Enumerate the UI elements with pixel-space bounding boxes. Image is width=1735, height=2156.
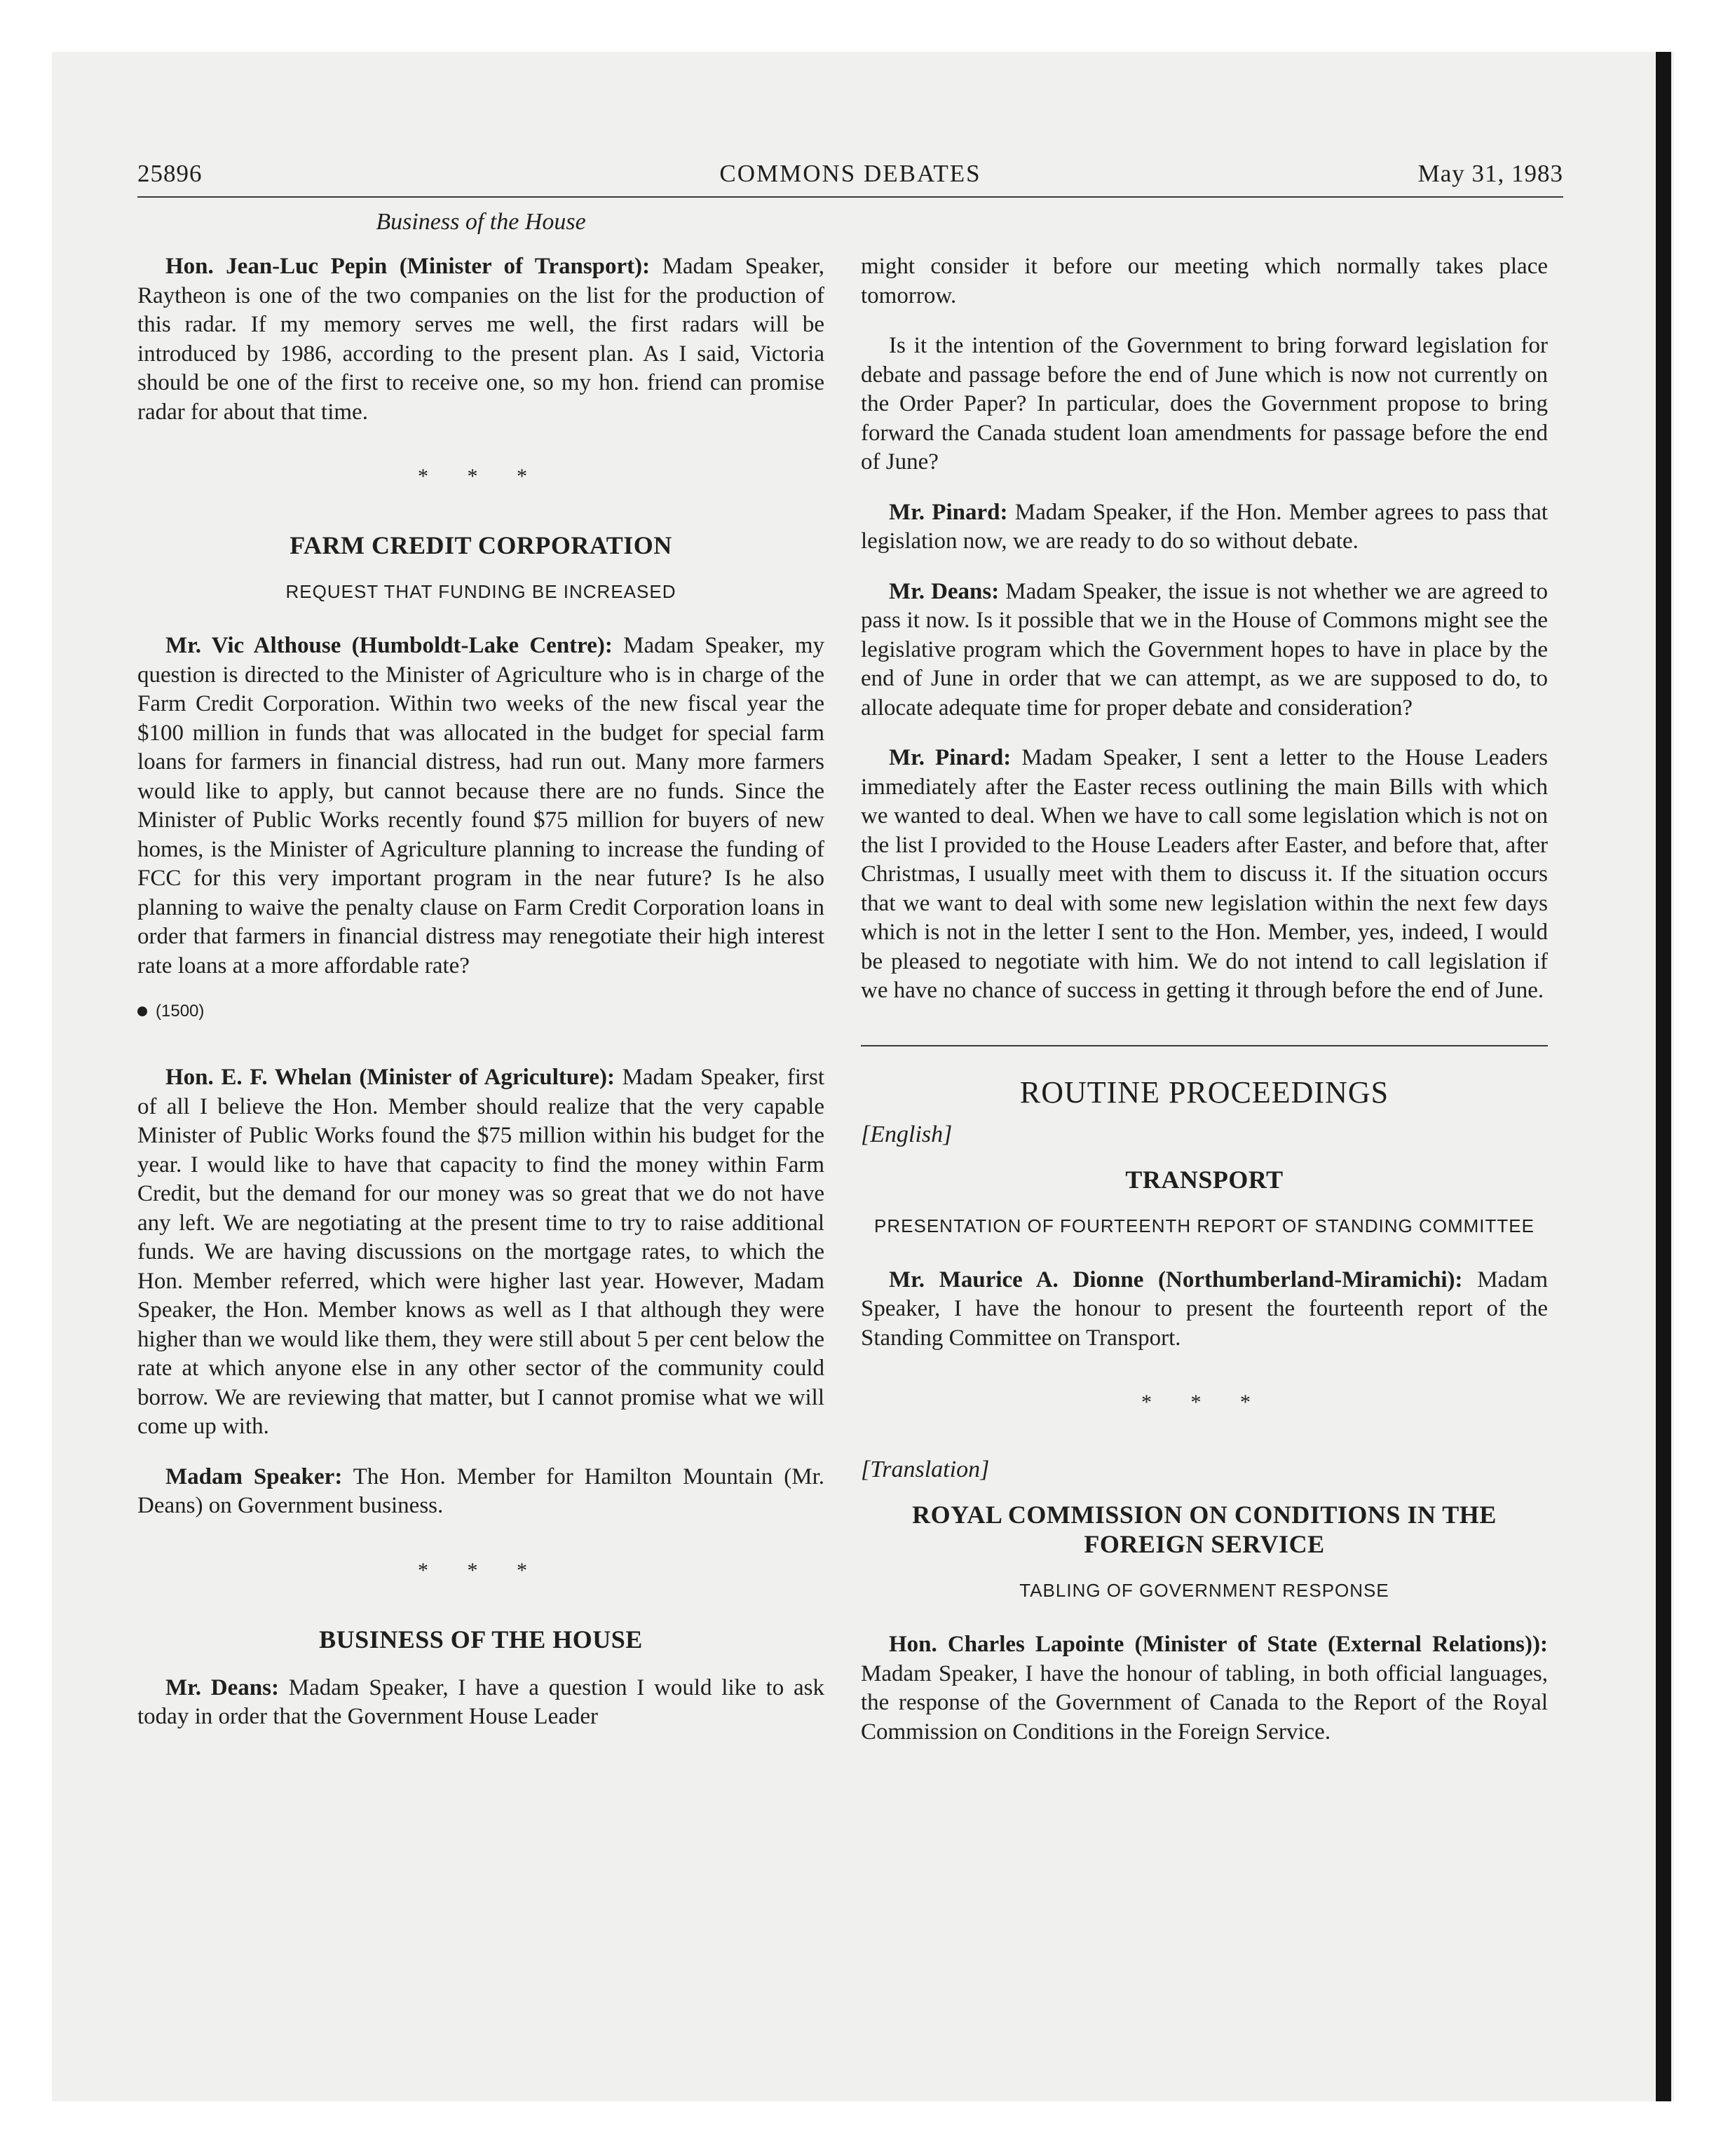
section-separator: * * * <box>418 1558 544 1582</box>
speaker: Mr. Vic Althouse (Humboldt-Lake Centre): <box>165 633 613 658</box>
paragraph: Mr. Pinard: Madam Speaker, I sent a letter to the House Leaders immediately after the Easter recess outlining the main Bills with which we wanted to deal. When we have to call some legislation which is not on the list I provided to the House Leaders after Easter, and before that, after Christmas, I usually meet with them to discuss it. If the situation occurs that we want to deal with some new legislation within the next few days which is not in the letter I sent to the Hon. Member, yes, indeed, I would be pleased to negotiate with him. We do not intend to call legislation if we have no chance of success in getting it through before the end of June. <box>861 745 1548 1003</box>
paragraph: Hon. Jean-Luc Pepin (Minister of Transport): Madam Speaker, Raytheon is one of the two companies on the list for the production of this radar. If my memory serves me well, the first radars will be introduced by 1986, according to the present plan. As I said, Victoria should be one of the first to receive one, so my hon. friend can promise radar for about that time. <box>137 254 824 425</box>
language-marker: [English] <box>861 1121 953 1147</box>
bullet-icon <box>137 1007 147 1016</box>
paragraph: Mr. Deans: Madam Speaker, the issue is not whether we are agreed to pass it now. Is it possible that we in the House of Commons might see the legislative program which the Government hopes to have in place by the end of June in order that we can attempt, as we are supposed to do, to allocate adequate time for proper debate and consideration? <box>861 578 1548 721</box>
publication-title: COMMONS DEBATES <box>719 160 981 187</box>
page-date: May 31, 1983 <box>1417 160 1563 187</box>
paragraph: Mr. Deans: Madam Speaker, I have a question I would like to ask today in order that the Government House Leader <box>137 1674 825 1729</box>
section-subheading: TABLING OF GOVERNMENT RESPONSE <box>1019 1580 1389 1601</box>
section-heading: BUSINESS OF THE HOUSE <box>319 1625 643 1653</box>
section-subheading: REQUEST THAT FUNDING BE INCREASED <box>285 581 676 602</box>
speaker: Mr. Maurice A. Dionne (Northumberland-Miramichi): <box>889 1267 1463 1292</box>
major-section-heading: ROUTINE PROCEEDINGS <box>1019 1074 1389 1110</box>
section-separator: * * * <box>418 465 544 488</box>
running-head: Business of the House <box>376 209 586 235</box>
speaker: Mr. Pinard: <box>889 745 1012 770</box>
paragraph: Hon. E. F. Whelan (Minister of Agriculture): Madam Speaker, first of all I believe the Hon. Member should realize that the very capable Minister of Public Works found the $75 million within his budget for the year. I would like to have that capacity to find the money within Farm Credit, but the demand for our money was so great that we do not have any left. We are negotiating at the present time to try to raise additional funds. We are having discussions on the mortgage rates, to which the Hon. Member referred, which were higher last year. However, Madam Speaker, the Hon. Member knows as well as I that although they were higher than we would like them, they were still about 5 per cent below the rate at which anyone else in any other sector of the community could borrow. We are reviewing that matter, but I cannot promise what we will come up with. <box>137 1065 824 1439</box>
scan-edge-shadow <box>1656 52 1671 2101</box>
time-marker: (1500) <box>137 1002 824 1021</box>
page-number: 25896 <box>137 160 203 187</box>
paragraph: might consider it before our meeting which normally takes place tomorrow. <box>861 254 1548 308</box>
speaker: Hon. Charles Lapointe (Minister of State (External Relations)): <box>889 1632 1548 1657</box>
speaker: Madam Speaker: <box>165 1464 343 1489</box>
section-separator: * * * <box>1141 1391 1267 1414</box>
paragraph: Hon. Charles Lapointe (Minister of State (External Relations)): Madam Speaker, I have the honour of tabling, in both official languages, the response of the Government of Canada to the Report of the Royal Commission on Conditions in the Foreign Service. <box>861 1632 1548 1745</box>
speaker: Mr. Deans: <box>165 1674 279 1700</box>
section-heading: ROYAL COMMISSION ON CONDITIONS IN THE FOREIGN SERVICE <box>912 1501 1497 1558</box>
speaker: Mr. Deans: <box>889 578 1000 604</box>
left-column <box>137 252 824 1753</box>
language-marker: [Translation] <box>861 1456 990 1482</box>
right-column <box>861 252 1548 1768</box>
section-subheading: PRESENTATION OF FOURTEENTH REPORT OF STANDING COMMITTEE <box>874 1215 1535 1236</box>
paragraph: Mr. Pinard: Madam Speaker, if the Hon. Member agrees to pass that legislation now, we are ready to do so without debate. <box>861 499 1549 554</box>
speaker: Mr. Pinard: <box>889 499 1008 525</box>
page-header <box>137 158 1563 198</box>
paragraph: Madam Speaker: The Hon. Member for Hamilton Mountain (Mr. Deans) on Government business. <box>137 1464 825 1518</box>
paragraph: Is it the intention of the Government to bring forward legislation for debate and passage before the end of June which is now not currently on the Order Paper? In particular, does the Government propose to bring forward the Canada student loan amendments for passage before the end of June? <box>861 333 1548 475</box>
paragraph: Mr. Vic Althouse (Humboldt-Lake Centre): Madam Speaker, my question is directed to the Minister of Agriculture who is in charge of the Farm Credit Corporation. Within two weeks of the new fiscal year the $100 million in funds that was allocated in the budget for special farm loans for farmers in financial distress, had run out. Many more farmers would like to apply, but cannot because there are no funds. Since the Minister of Public Works recently found $75 million for buyers of new homes, is the Minister of Agriculture planning to increase the funding of FCC for this very important program in the near future? Is he also planning to waive the penalty clause on Farm Credit Corporation loans in order that farmers in financial distress may renegotiate their high interest rate loans at a more affordable rate? <box>137 633 824 978</box>
speaker: Hon. E. F. Whelan (Minister of Agriculture): <box>165 1065 615 1090</box>
section-heading: TRANSPORT <box>1125 1165 1284 1194</box>
paragraph: Mr. Maurice A. Dionne (Northumberland-Miramichi): Madam Speaker, I have the honour to present the fourteenth report of the Standing Committee on Transport. <box>861 1267 1548 1351</box>
section-rule <box>861 1045 1548 1046</box>
section-heading: FARM CREDIT CORPORATION <box>290 531 672 559</box>
speaker: Hon. Jean-Luc Pepin (Minister of Transport): <box>165 254 651 279</box>
